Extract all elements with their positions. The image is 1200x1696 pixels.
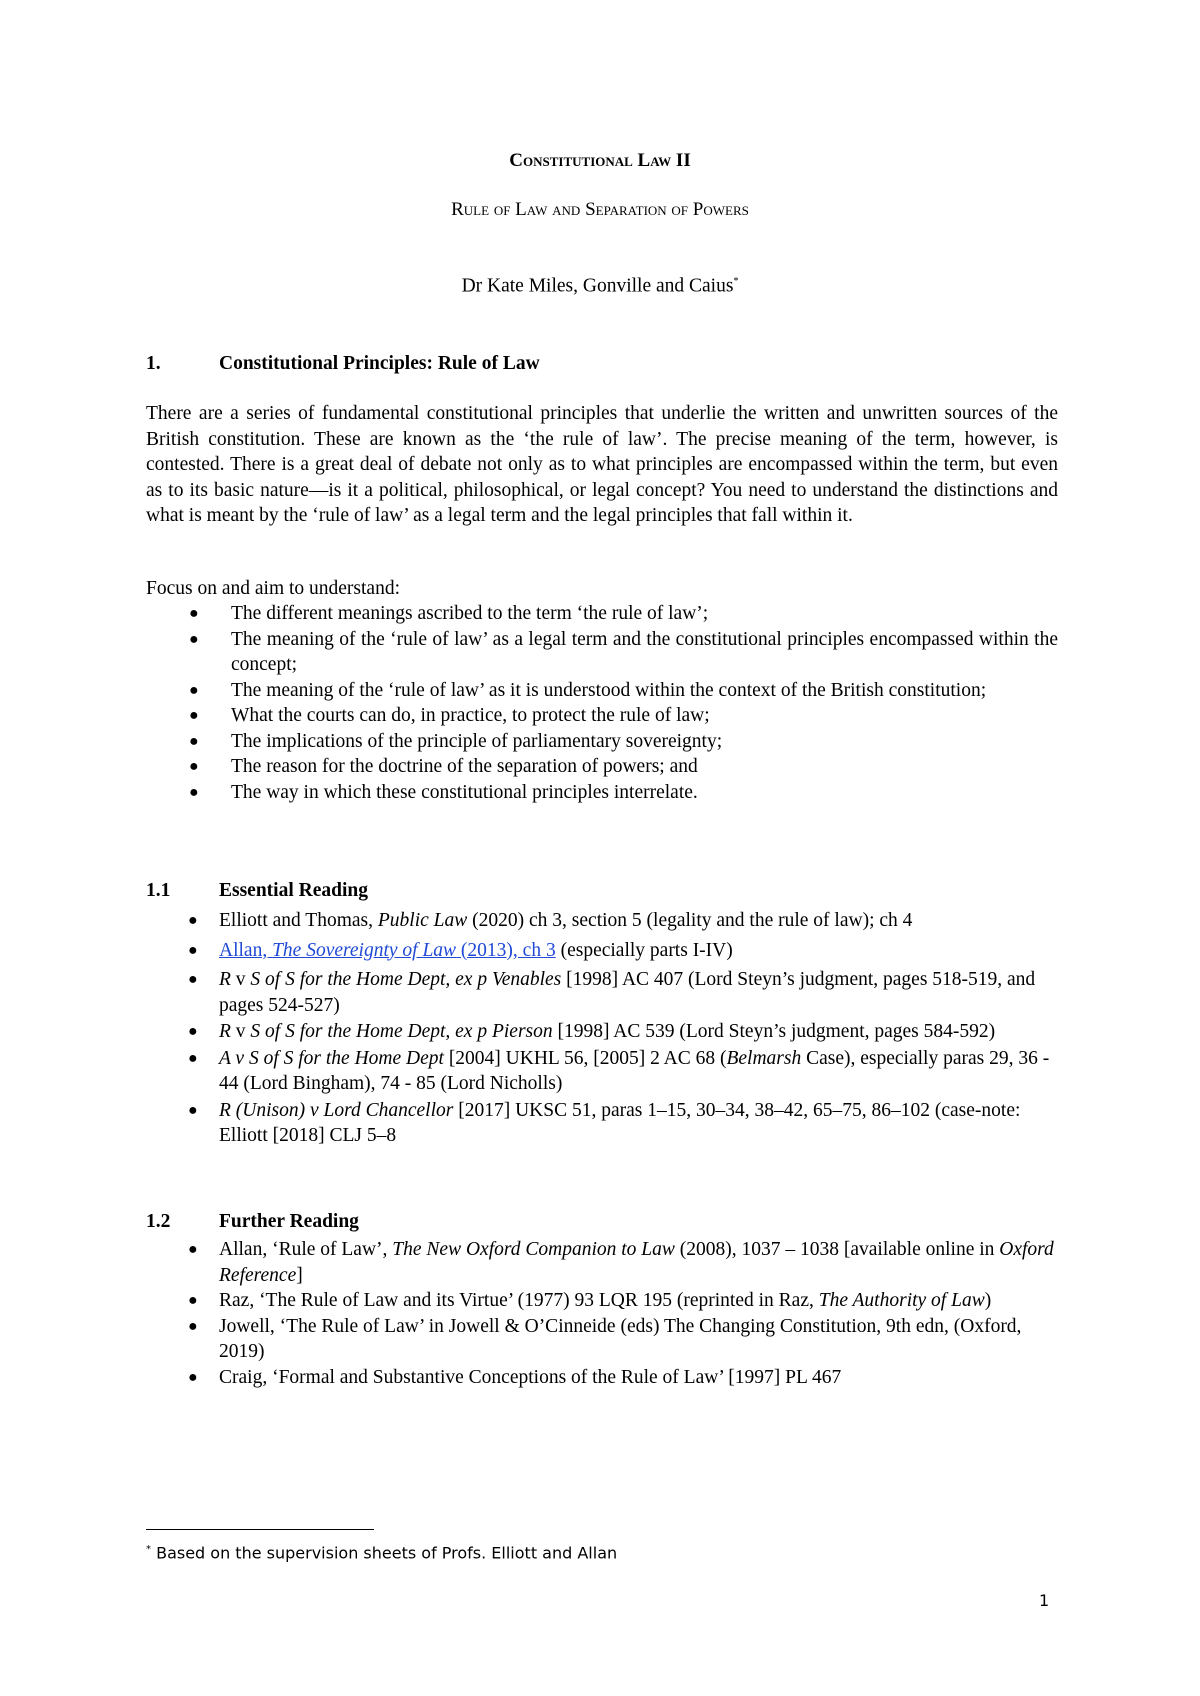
- bullet-icon: ●: [188, 971, 198, 988]
- citation-text: v: [230, 1021, 251, 1042]
- bullet-icon: ●: [188, 1023, 198, 1040]
- section-1-1-title: Essential Reading: [219, 880, 368, 901]
- case-name: R: [219, 1021, 231, 1042]
- citation-text: [1998] AC 407 (Lord Steyn’s judgment, pages 518-519, and pages 524-527): [219, 969, 1036, 1016]
- bullet-icon: ●: [189, 707, 199, 724]
- link-text: (2013), ch 3: [456, 939, 556, 961]
- case-name: R (Unison) v Lord Chancellor: [219, 1099, 454, 1121]
- bullet-icon: ●: [188, 1292, 198, 1309]
- citation-title: The New Oxford Companion to Law: [392, 1239, 675, 1260]
- bullet-icon: ●: [188, 912, 198, 929]
- list-item: [189, 703, 1058, 729]
- list-item: [189, 678, 1058, 704]
- list-item: [189, 780, 1058, 806]
- list-item-text: The meaning of the ‘rule of law’ as it is understood within the context of the British constitution;: [231, 679, 987, 701]
- list-item: [188, 1365, 1061, 1391]
- section-1-2-title: Further Reading: [219, 1211, 359, 1232]
- list-item: [188, 1046, 1061, 1097]
- bullet-icon: ●: [189, 681, 199, 699]
- author-name: Dr Kate Miles, Gonville and Caius: [461, 275, 734, 297]
- essential-reading-list: [188, 908, 1061, 1149]
- list-item: [189, 601, 1058, 627]
- section-1-intro: There are a series of fundamental constitutional principles that underlie the written and unwritten sources of the British constitution. These are known as the ‘the rule of law’. The precise meaning of the term, however, is contested. There is a great deal of debate not only as to what principles are encompassed within the term, but even as to its basic nature—is it a political, philosophical, or legal concept? You need to understand the distinctions and what is meant by the ‘rule of law’ as a legal term and the legal principles that fall within it.: [146, 403, 1058, 526]
- list-item: [189, 729, 1058, 755]
- citation-text: Case), especially paras 29, 36 - 44 (Lord Bingham), 74 - 85 (Lord Nicholls): [219, 1047, 1050, 1094]
- page-number: 1: [1039, 1591, 1050, 1610]
- list-item-text: The meaning of the ‘rule of law’ as a legal term and the constitutional principles encompassed within the concept;: [231, 628, 1058, 675]
- bullet-icon: ●: [189, 758, 199, 775]
- list-item: [188, 1288, 1061, 1314]
- section-1-number: 1.: [146, 353, 161, 374]
- footnote-separator: [146, 1529, 374, 1530]
- section-1-heading: [146, 351, 540, 377]
- bullet-icon: ●: [189, 605, 199, 622]
- author-line: [0, 269, 1200, 299]
- citation-text: (2008), 1037 – 1038 [available online in: [674, 1239, 1000, 1260]
- citation-title: The Authority of Law: [818, 1290, 985, 1311]
- case-name: R: [219, 969, 231, 990]
- list-item-text: The reason for the doctrine of the separation of powers; and: [231, 756, 698, 777]
- section-1-2-number: 1.2: [146, 1211, 171, 1232]
- list-item-text: The implications of the principle of parliamentary sovereignty;: [231, 730, 723, 752]
- section-1-1-number: 1.1: [146, 880, 171, 901]
- citation-text: (especially parts I-IV): [555, 939, 733, 961]
- list-item: [188, 1098, 1061, 1149]
- list-item-text: What the courts can do, in practice, to protect the rule of law;: [231, 705, 710, 726]
- citation-text: ): [984, 1290, 992, 1311]
- bullet-icon: ●: [188, 1368, 198, 1386]
- list-item-text: The way in which these constitutional principles interrelate.: [231, 781, 698, 803]
- case-name: S of S for the Home Dept, ex p Pierson: [250, 1021, 553, 1042]
- list-item: [188, 1019, 1061, 1045]
- footnote-ref-mark: *: [733, 276, 739, 287]
- citation-text: Jowell, ‘The Rule of Law’ in Jowell & O’Cinneide (eds) The Changing Constitution, 9th edn, (Oxford, 2019): [219, 1315, 1022, 1362]
- citation-text: v: [230, 969, 251, 990]
- section-1-title: Constitutional Principles: Rule of Law: [219, 353, 540, 374]
- bullet-icon: ●: [188, 1241, 198, 1258]
- citation-text: [1998] AC 539 (Lord Steyn’s judgment, pages 584-592): [552, 1021, 996, 1042]
- citation-text: Allan, ‘Rule of Law’,: [219, 1239, 393, 1260]
- list-item-text: The different meanings ascribed to the term ‘the rule of law’;: [231, 603, 709, 624]
- list-item: [188, 967, 1061, 1018]
- citation-text: Raz, ‘The Rule of Law and its Virtue’ (1977) 93 LQR 195 (reprinted in Raz,: [219, 1290, 819, 1311]
- citation-text: (2020) ch 3, section 5 (legality and the rule of law); ch 4: [467, 910, 913, 931]
- footnote-mark: *: [146, 1544, 151, 1555]
- case-name: A v S of S for the Home Dept: [219, 1047, 444, 1069]
- focus-list: [189, 601, 1058, 805]
- section-1-1-heading: [146, 878, 368, 904]
- further-reading-list: [188, 1237, 1061, 1390]
- citation-text: [2004] UKHL 56, [2005] 2 AC 68 (: [443, 1047, 727, 1069]
- list-item: [188, 908, 1061, 934]
- citation-title: Oxford Reference: [219, 1239, 1054, 1286]
- bullet-icon: ●: [188, 1101, 198, 1119]
- list-item: [189, 627, 1058, 678]
- bullet-icon: ●: [188, 1317, 198, 1335]
- citation-text: Craig, ‘Formal and Substantive Conceptions of the Rule of Law’ [1997] PL 467: [219, 1366, 842, 1388]
- list-item: [188, 938, 1061, 964]
- topic-title: Rule of Law and Separation of Powers: [451, 199, 749, 220]
- bullet-icon: ●: [189, 732, 199, 750]
- link-text: Allan,: [219, 939, 273, 961]
- citation-title: Public Law: [377, 910, 468, 931]
- list-item: [189, 754, 1058, 780]
- citation-text: ]: [296, 1264, 303, 1286]
- case-name: S of S for the Home Dept, ex p Venables: [250, 969, 562, 990]
- link-title: The Sovereignty of Law: [272, 939, 457, 961]
- bullet-icon: ●: [189, 783, 199, 801]
- course-title: Constitutional Law II: [509, 150, 691, 171]
- footnote-text: Based on the supervision sheets of Profs. Elliott and Allan: [151, 1543, 618, 1563]
- section-1-2-heading: [146, 1209, 359, 1235]
- bullet-icon: ●: [189, 630, 199, 648]
- citation-text: Elliott and Thomas,: [219, 910, 378, 931]
- case-name: Belmarsh: [726, 1047, 802, 1069]
- list-item: [188, 1237, 1061, 1288]
- bullet-icon: ●: [188, 1049, 198, 1067]
- citation-text: [2017] UKSC 51, paras 1–15, 30–34, 38–42, 65–75, 86–102 (case-note: Elliott [2018] CLJ 5–8: [219, 1099, 1021, 1146]
- allan-sovereignty-link[interactable]: [219, 940, 556, 961]
- footnote: [146, 1537, 617, 1566]
- bullet-icon: ●: [188, 941, 198, 959]
- focus-lead: Focus on and aim to understand:: [146, 578, 401, 599]
- list-item: [188, 1314, 1061, 1365]
